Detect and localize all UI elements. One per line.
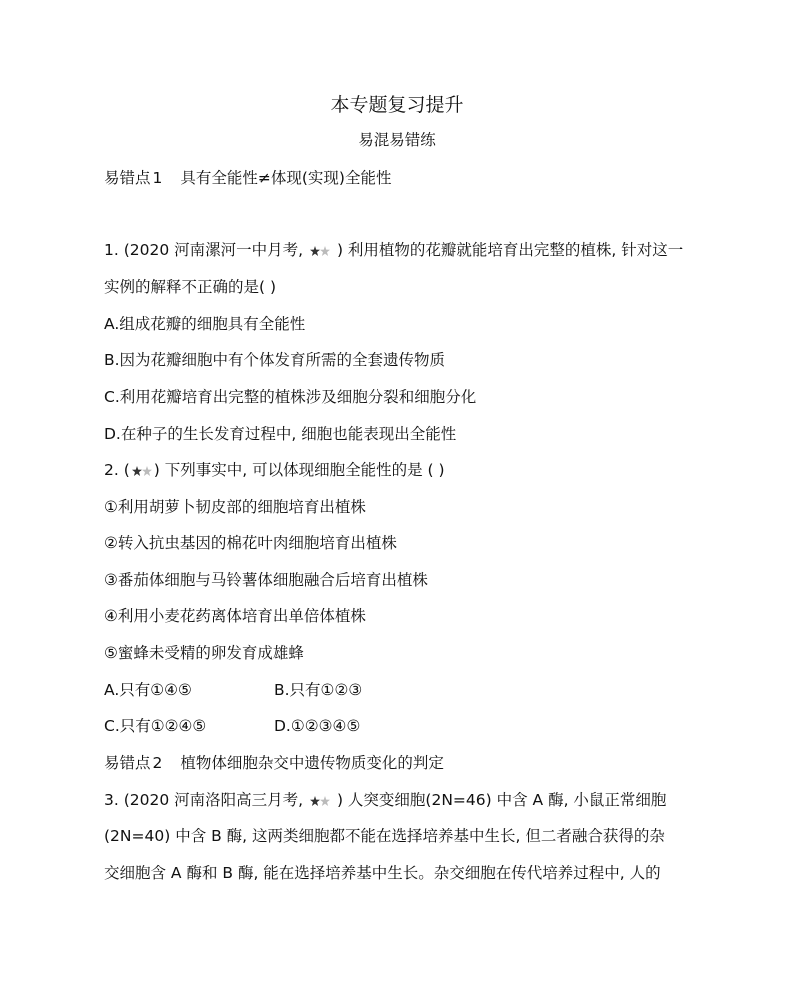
question-1-option-c: C.利用花瓣培育出完整的植株涉及细胞分裂和细胞分化 xyxy=(104,388,477,406)
difficulty-stars-icon xyxy=(132,466,152,476)
question-2-item-5: ⑤蜜蜂未受精的卵发育成雄蜂 xyxy=(104,644,304,662)
question-3-stem: ) 人突变细胞(2N=46) 中含 A 酶, 小鼠正常细胞 xyxy=(336,791,667,809)
question-1-line-1 xyxy=(104,240,683,260)
section-number: 2 xyxy=(152,754,163,772)
question-1-option-a: A.组成花瓣的细胞具有全能性 xyxy=(104,315,306,333)
question-3-line-2: (2N=40) 中含 B 酶, 这两类细胞都不能在选择培养基中生长, 但二者融合获得的杂 xyxy=(104,827,665,845)
section-label: 易错点 xyxy=(104,169,151,187)
question-2-option-a: A.只有①④⑤ xyxy=(104,681,192,699)
question-2-options-row-1 xyxy=(104,680,192,700)
question-2-item-1: ①利用胡萝卜韧皮部的细胞培育出植株 xyxy=(104,498,366,516)
question-3-line-3: 交细胞含 A 酶和 B 酶, 能在选择培养基中生长。杂交细胞在传代培养过程中, 人的 xyxy=(104,864,661,882)
section-heading-1 xyxy=(104,168,391,188)
section-heading-2 xyxy=(104,753,444,773)
question-2-stem xyxy=(104,460,445,480)
question-2-item-4: ④利用小麦花药离体培育出单倍体植株 xyxy=(104,607,366,625)
question-1-option-d: D.在种子的生长发育过程中, 细胞也能表现出全能性 xyxy=(104,425,457,443)
question-2-number: 2. ( xyxy=(104,461,130,479)
question-2-option-d: D.①②③④⑤ xyxy=(274,717,361,735)
question-1-option-b: B.因为花瓣细胞中有个体发育所需的全套遗传物质 xyxy=(104,351,446,369)
question-3-line-1 xyxy=(104,790,666,810)
difficulty-stars-icon xyxy=(310,796,330,806)
question-2-option-c: C.只有①②④⑤ xyxy=(104,717,207,735)
question-2-option-b: B.只有①②③ xyxy=(274,681,363,699)
section-label: 易错点 xyxy=(104,754,151,772)
question-2-item-2: ②转入抗虫基因的棉花叶肉细胞培育出植株 xyxy=(104,534,397,552)
question-2-item-3: ③番茄体细胞与马铃薯体细胞融合后培育出植株 xyxy=(104,571,428,589)
page-title: 本专题复习提升 xyxy=(330,94,464,116)
question-2-text: ) 下列事实中, 可以体现细胞全能性的是 ( ) xyxy=(153,461,445,479)
question-1-stem: ) 利用植物的花瓣就能培育出完整的植株, 针对这一 xyxy=(336,241,684,259)
section-text: 植物体细胞杂交中遗传物质变化的判定 xyxy=(180,754,444,772)
section-number: 1 xyxy=(152,169,163,187)
question-1-line-2: 实例的解释不正确的是( ) xyxy=(104,278,277,296)
page-subtitle: 易混易错练 xyxy=(358,131,436,149)
question-1-source: 1. (2020 河南漯河一中月考, xyxy=(104,241,304,259)
question-3-source: 3. (2020 河南洛阳高三月考, xyxy=(104,791,304,809)
difficulty-stars-icon xyxy=(310,246,330,256)
question-2-options-row-2 xyxy=(104,716,206,736)
section-text: 具有全能性≠体现(实现)全能性 xyxy=(180,169,392,187)
